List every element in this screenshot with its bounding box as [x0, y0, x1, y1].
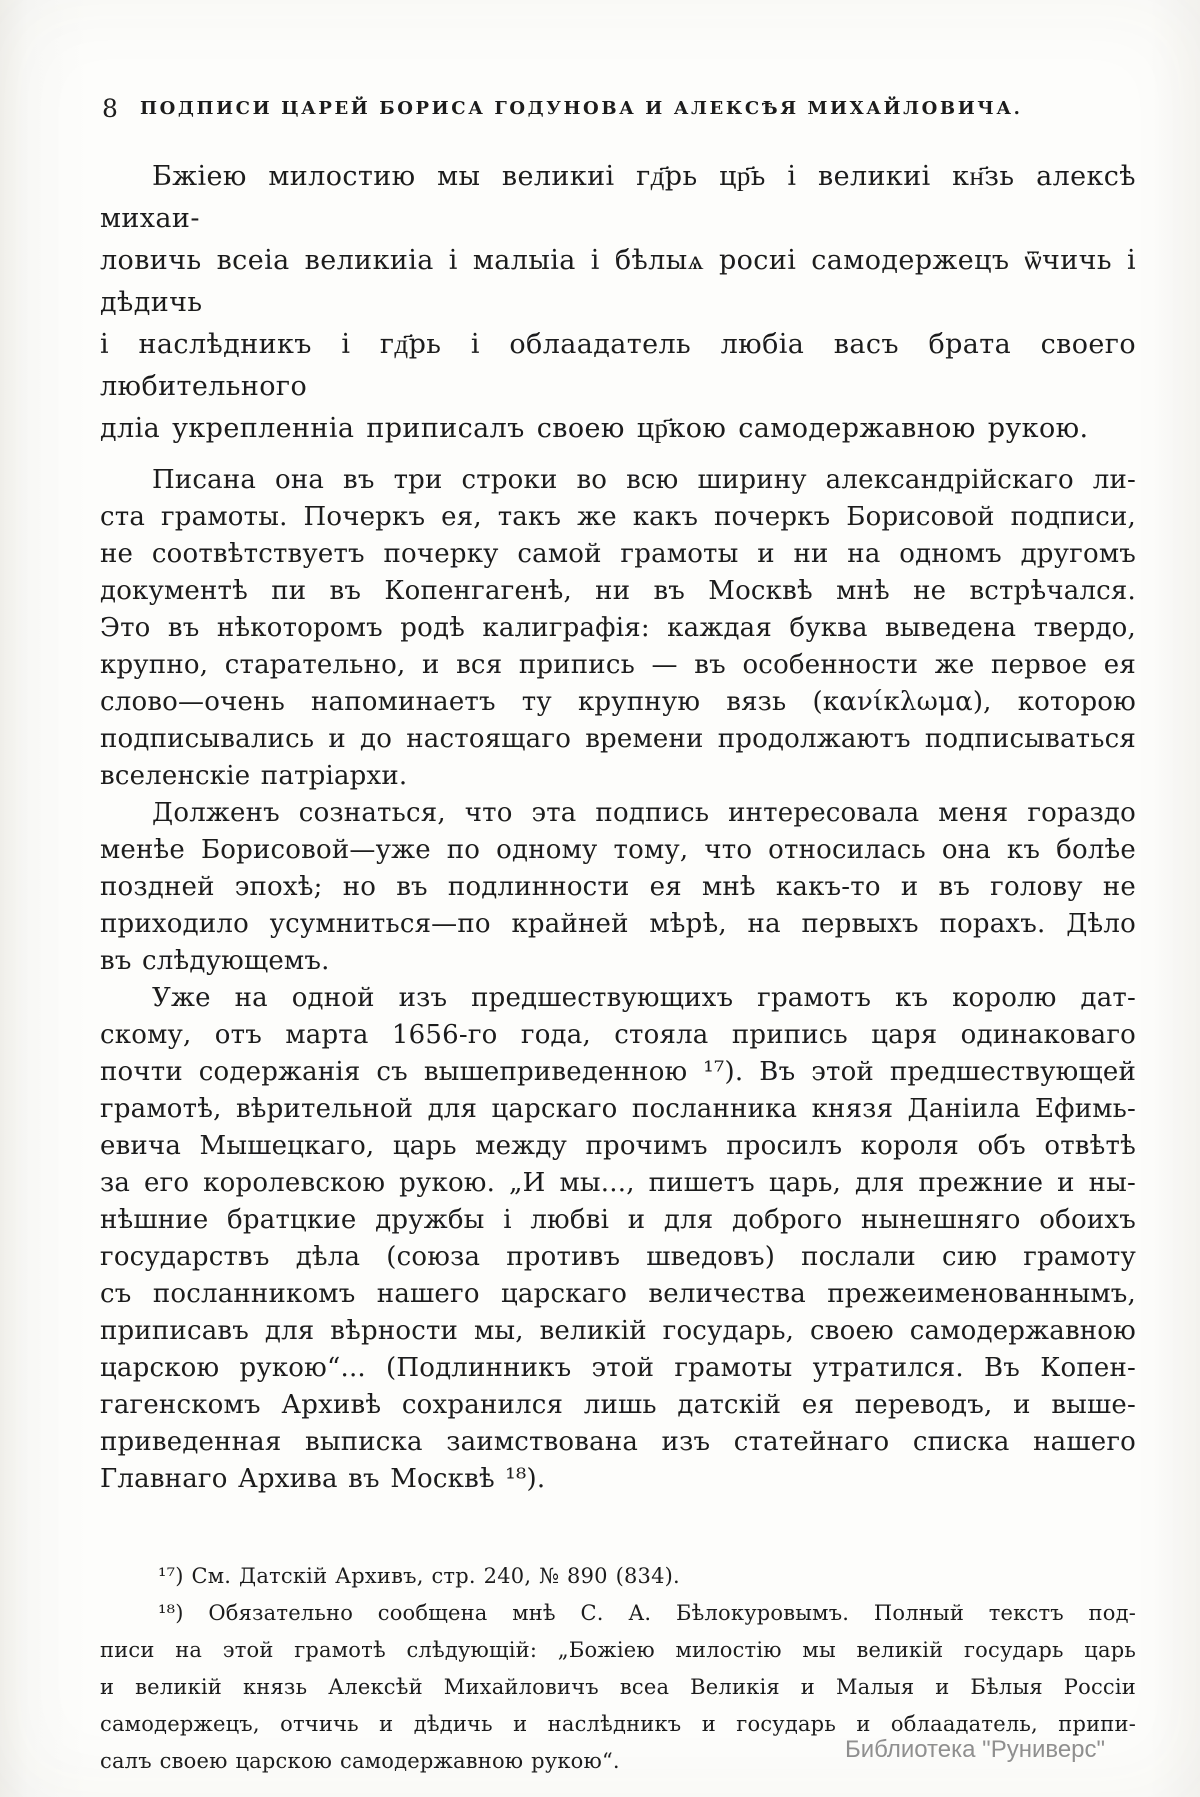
text-line: гагенскомъ Архивѣ сохранился лишь датскій ея переводъ, и выше- [100, 1390, 1136, 1420]
text-line: почти содержанія съ вышеприведенною ¹⁷). Въ этой предшествующей [100, 1057, 1136, 1087]
paragraph-2 [100, 795, 1136, 980]
text-line: документѣ пи въ Копенгагенѣ, ни въ Москвѣ мнѣ не встрѣчался. [100, 576, 1136, 606]
paragraph-1 [100, 462, 1136, 795]
text-line: Уже на одной изъ предшествующихъ грамотъ къ королю дат- [152, 983, 1136, 1013]
text-line: ловичь всеіа великиіа і малыіа і бѣлыѧ росиі самодержецъ ѿчичь і дѣдичь [100, 245, 1136, 318]
text-line: скому, отъ марта 1656-го года, стояла припись царя одинаковаго [100, 1020, 1136, 1050]
library-watermark: Библиотека "Руниверс" [845, 1736, 1106, 1763]
text-line: самодержецъ, отчичь и дѣдичь и наслѣдникъ и государь и облаадатель, припи- [100, 1712, 1136, 1736]
text-line: приведенная выписка заимствована изъ статейнаго списка нашего [100, 1427, 1136, 1457]
text-line: Главнаго Архива въ Москвѣ ¹⁸). [100, 1464, 546, 1494]
footnote-17 [100, 1558, 1136, 1595]
text-line: дліа укрепленніа приписалъ своею цр҃кою самодержавною рукою. [100, 413, 1089, 444]
main-text [100, 462, 1136, 1498]
text-line: Долженъ сознаться, что эта подпись интересовала меня гораздо [152, 798, 1136, 828]
text-line: слово—очень напоминаетъ ту крупную вязь (κανίκλωμα), которою [100, 687, 1136, 717]
text-line: ста грамоты. Почеркъ ея, такъ же какъ почеркъ Борисовой подписи, [100, 502, 1136, 532]
text-line: поздней эпохѣ; но въ подлинности ея мнѣ какъ-то и въ голову не [100, 872, 1136, 902]
text-line: государствъ дѣла (союза противъ шведовъ) послали сию грамоту [100, 1242, 1136, 1272]
text-line: Бжіею милостию мы великиі гд҃рь цр҃ь і великиі кн҃зь алексѣ михаи- [100, 161, 1136, 234]
running-header: ПОДПИСИ ЦАРЕЙ БОРИСА ГОДУНОВА И АЛЕКСѢЯ МИХАЙЛОВИЧА. [140, 98, 1023, 119]
text-line: ¹⁸) Обязательно сообщена мнѣ С. А. Бѣлокуровымъ. Полный текстъ под- [158, 1601, 1136, 1625]
text-line: і наслѣдникъ і гд҃рь і облаадатель любіа васъ брата своего любительного [100, 329, 1136, 402]
text-line: приходило усумниться—по крайней мѣрѣ, на первыхъ порахъ. Дѣло [100, 909, 1136, 939]
text-line: вселенскіе патріархи. [100, 761, 408, 791]
page-header [100, 94, 1136, 126]
text-line: царскою рукою“... (Подлинникъ этой грамоты утратился. Въ Копен- [100, 1353, 1136, 1383]
text-line: нѣшние братцкие дружбы і любві и для доброго нынешняго обоихъ [100, 1205, 1136, 1235]
church-slavonic-quote [100, 156, 1136, 450]
text-line: подписывались и до настоящаго времени продолжаютъ подписываться [100, 724, 1136, 754]
text-line: грамотѣ, вѣрительной для царскаго посланника князя Даніила Ефимь- [100, 1094, 1136, 1124]
text-line: менѣе Борисовой—уже по одному тому, что относилась она къ болѣе [100, 835, 1136, 865]
text-line: приписавъ для вѣрности мы, великій государь, своею самодержавною [100, 1316, 1136, 1346]
text-line: евича Мышецкаго, царь между прочимъ просилъ короля объ отвѣтѣ [100, 1131, 1136, 1161]
text-line: и великій князь Алексѣй Михайловичъ всеа Великія и Малыя и Бѣлыя Россіи [100, 1675, 1136, 1699]
text-line: ¹⁷) См. Датскій Архивъ, стр. 240, № 890 (834). [158, 1564, 680, 1588]
text-line: крупно, старательно, и вся припись — въ особенности же первое ея [100, 650, 1136, 680]
text-line: въ слѣдующемъ. [100, 946, 330, 976]
text-line: Писана она въ три строки во всю ширину александрійскаго ли- [152, 465, 1136, 495]
text-line: писи на этой грамотѣ слѣдующій: „Божіею милостію мы великій государь царь [100, 1638, 1136, 1662]
text-line: съ посланникомъ нашего царскаго величества прежеименованнымъ, [100, 1279, 1136, 1309]
text-line: за его королевскою рукою. „И мы..., пишетъ царь, для прежние и ны- [100, 1168, 1136, 1198]
text-block [100, 0, 1136, 1780]
paragraph-3 [100, 980, 1136, 1498]
text-line: салъ своею царскою самодержавною рукою“. [100, 1749, 620, 1773]
text-line: Это въ нѣкоторомъ родѣ калиграфія: каждая буква выведена твердо, [100, 613, 1136, 643]
text-line: не соотвѣтствуетъ почерку самой грамоты и ни на одномъ другомъ [100, 539, 1136, 569]
page-number: 8 [102, 94, 118, 123]
